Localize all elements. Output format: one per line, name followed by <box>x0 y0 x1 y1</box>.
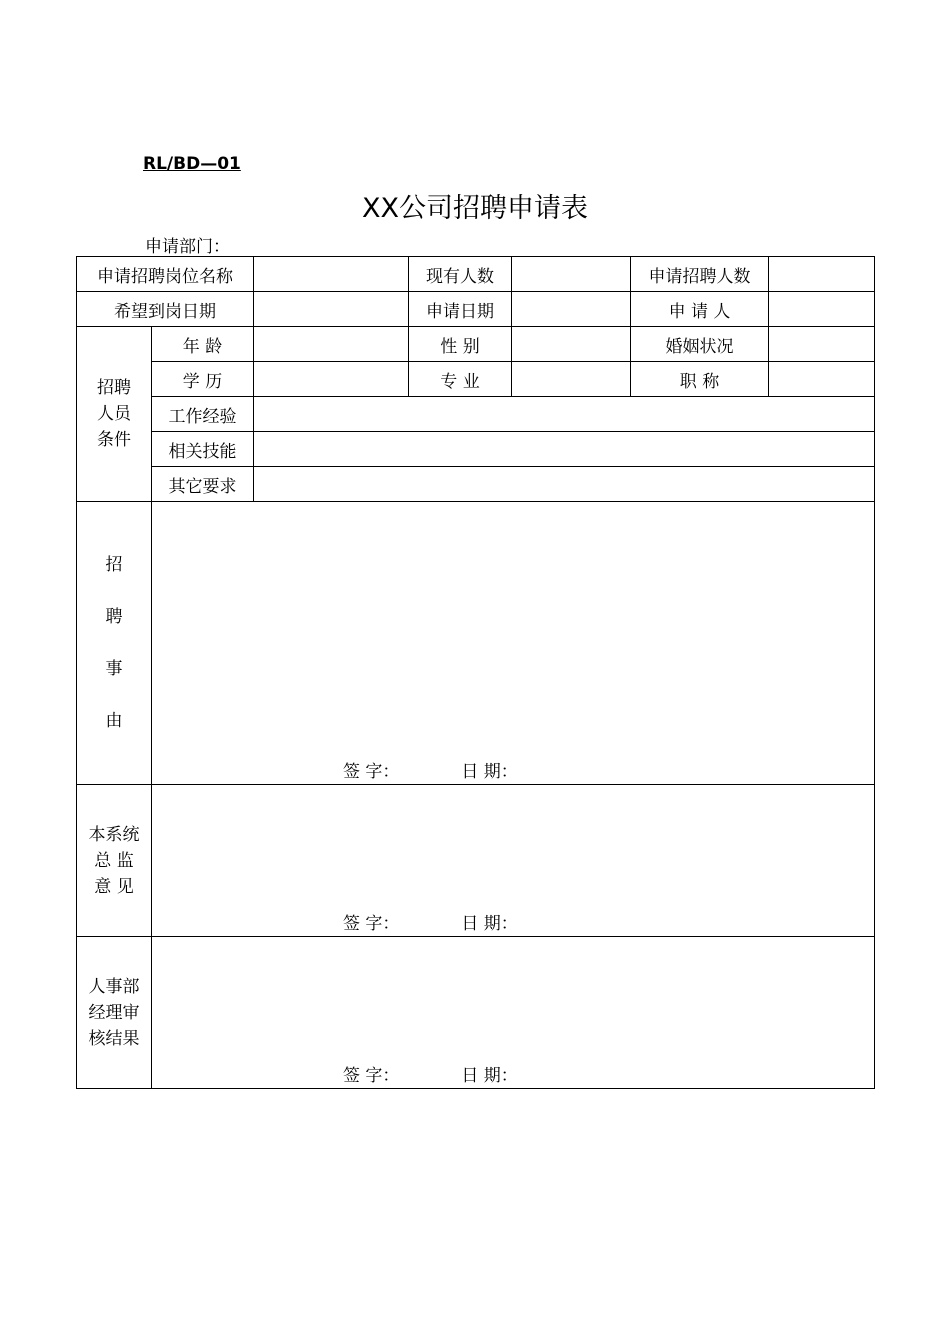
experience-field[interactable] <box>254 397 875 432</box>
date-label: 日 期： <box>461 1066 518 1086</box>
director-label-line: 总 监 <box>94 850 134 871</box>
expected-date-label: 希望到岗日期 <box>77 292 254 327</box>
other-requirements-label: 其它要求 <box>152 467 254 502</box>
skills-field[interactable] <box>254 432 875 467</box>
recruitment-form-table <box>76 256 875 1089</box>
table-row <box>77 432 875 467</box>
current-count-field[interactable] <box>512 257 631 292</box>
sign-label: 签 字： <box>343 1066 400 1086</box>
skills-label: 相关技能 <box>152 432 254 467</box>
conditions-label-line: 条件 <box>97 430 131 450</box>
conditions-group-label <box>77 327 152 502</box>
date-label: 日 期： <box>461 914 518 934</box>
director-label-line: 意 见 <box>94 876 134 897</box>
age-label: 年 龄 <box>152 327 254 362</box>
reason-label-char: 聘 <box>105 607 123 627</box>
reason-label-char: 招 <box>105 555 123 575</box>
page-title: XX公司招聘申请表 <box>362 193 588 224</box>
marital-status-field[interactable] <box>769 327 875 362</box>
reason-field[interactable] <box>152 502 875 785</box>
hr-label-line: 人事部 <box>88 976 140 997</box>
director-sign-line <box>343 909 518 934</box>
table-row <box>77 327 875 362</box>
table-row <box>77 397 875 432</box>
requested-count-field[interactable] <box>769 257 875 292</box>
major-label: 专 业 <box>409 362 512 397</box>
table-row <box>77 467 875 502</box>
reason-label <box>77 502 152 785</box>
table-row <box>77 292 875 327</box>
reason-sign-line <box>343 757 518 782</box>
sign-label: 签 字： <box>343 914 400 934</box>
director-opinion-label <box>77 785 152 937</box>
education-label: 学 历 <box>152 362 254 397</box>
reason-label-char: 事 <box>105 659 123 679</box>
position-name-label: 申请招聘岗位名称 <box>77 257 254 292</box>
director-label-line: 本系统 <box>88 824 140 845</box>
hr-review-field[interactable] <box>152 937 875 1089</box>
marital-status-label: 婚姻状况 <box>631 327 769 362</box>
applicant-field[interactable] <box>769 292 875 327</box>
other-requirements-field[interactable] <box>254 467 875 502</box>
apply-date-label: 申请日期 <box>409 292 512 327</box>
applicant-label: 申 请 人 <box>631 292 769 327</box>
date-label: 日 期： <box>461 762 518 782</box>
table-row <box>77 785 875 937</box>
major-field[interactable] <box>512 362 631 397</box>
reason-label-char: 由 <box>105 711 123 731</box>
expected-date-field[interactable] <box>254 292 409 327</box>
table-row <box>77 937 875 1089</box>
hr-review-label <box>77 937 152 1089</box>
education-field[interactable] <box>254 362 409 397</box>
table-row <box>77 362 875 397</box>
table-row <box>77 257 875 292</box>
gender-field[interactable] <box>512 327 631 362</box>
director-opinion-field[interactable] <box>152 785 875 937</box>
requested-count-label: 申请招聘人数 <box>631 257 769 292</box>
sign-label: 签 字： <box>343 762 400 782</box>
gender-label: 性 别 <box>409 327 512 362</box>
conditions-label-line: 招聘 <box>97 378 131 398</box>
experience-label: 工作经验 <box>152 397 254 432</box>
conditions-label-line: 人员 <box>97 404 131 424</box>
apply-date-field[interactable] <box>512 292 631 327</box>
professional-title-field[interactable] <box>769 362 875 397</box>
professional-title-label: 职 称 <box>631 362 769 397</box>
hr-sign-line <box>343 1061 518 1086</box>
hr-label-line: 经理审 <box>88 1002 140 1023</box>
current-count-label: 现有人数 <box>409 257 512 292</box>
department-label: 申请部门： <box>145 237 230 257</box>
table-row <box>77 502 875 785</box>
document-code: RL/BD—01 <box>143 154 241 174</box>
hr-label-line: 核结果 <box>88 1028 140 1049</box>
age-field[interactable] <box>254 327 409 362</box>
position-name-field[interactable] <box>254 257 409 292</box>
